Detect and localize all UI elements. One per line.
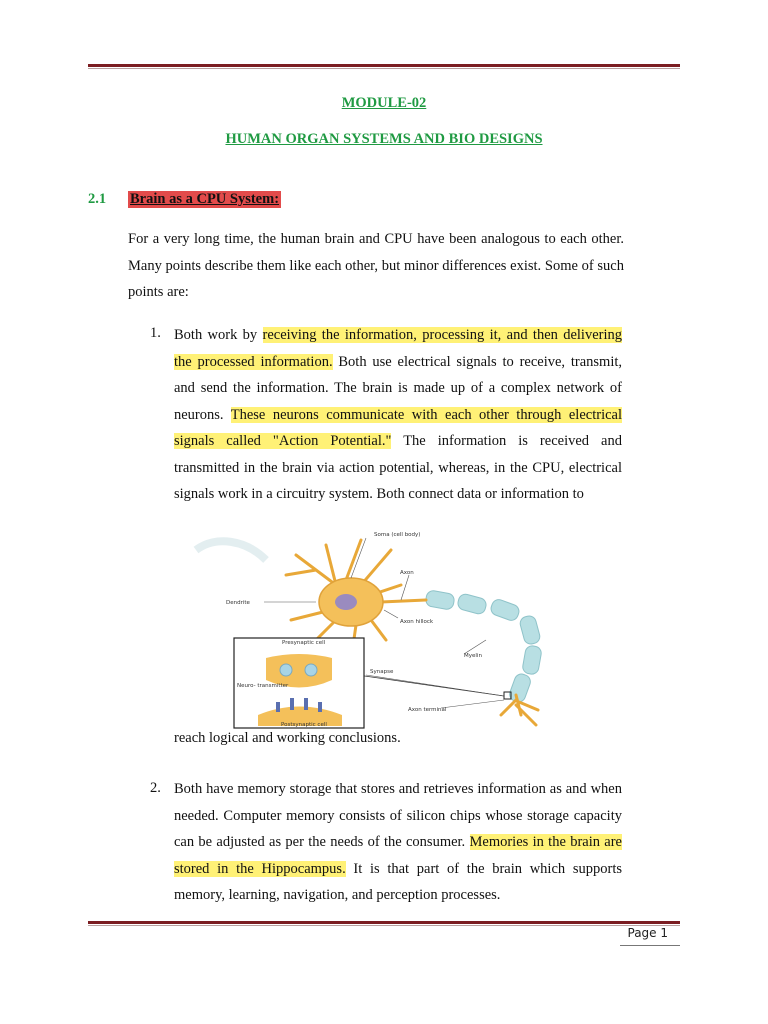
list-number-1: 1. <box>150 325 161 341</box>
list-item-1: Both work by receiving the information, processing it, and then delivering the processed information. Both use electrical signals to receive, transmit, and send the information. The brain is made up of a complex network of neurons. These neurons communicate with each other through electrical signals called "Action Potential." The information is received and transmitted in the brain via action potential, whereas, in the CPU, electrical signals work in a circuitry system. Both connect data or information to <box>174 327 623 502</box>
label-dendrite: Dendrite <box>226 600 250 606</box>
list-number-2: 2. <box>150 780 161 796</box>
label-soma: Soma (cell body) <box>374 532 421 538</box>
highlight-text: receiving the information, processing it, and then delivering the processed information. <box>174 327 623 370</box>
list-item-1-continuation: reach logical and working conclusions. <box>174 730 401 746</box>
highlight-text: Memories in the brain are stored in the Hippocampus. <box>174 834 622 877</box>
label-synapse: Synapse <box>370 669 394 675</box>
label-neurotransmitter: Neuro- transmitter <box>237 683 289 689</box>
label-presynaptic: Presynaptic cell <box>282 640 326 646</box>
highlight-text: These neurons communicate with each other through electrical signals called "Action Potential." <box>174 406 622 449</box>
neuron-diagram <box>186 530 581 730</box>
list-item-2: Both have memory storage that stores and retrieves information as and when needed. Computer memory consists of silicon chips whose storage capacity can be adjusted as per the needs of the consumer. Memories in the brain are stored in the Hippocampus. It is that part of the brain which supports memory, learning, navigation, and perception processes. <box>174 781 622 903</box>
bottom-rule <box>88 921 680 926</box>
label-myelin: Myelin <box>464 653 482 659</box>
section-number: 2.1 <box>88 191 107 207</box>
label-axon: Axon <box>400 570 414 576</box>
page-number: Page 1 <box>627 926 668 940</box>
module-subtitle: HUMAN ORGAN SYSTEMS AND BIO DESIGNS <box>225 131 543 147</box>
section-title: Brain as a CPU System: <box>130 191 280 207</box>
label-axon-terminal: Axon terminal <box>408 707 447 713</box>
label-postsynaptic: Postsynaptic cell <box>281 722 327 728</box>
module-title: MODULE-02 <box>341 95 427 111</box>
intro-paragraph: For a very long time, the human brain and CPU have been analogous to each other. Many points describe them like each other, but minor differences exist. Some of such points are: <box>128 231 624 300</box>
label-axon-hillock: Axon hillock <box>400 619 434 625</box>
top-rule <box>88 64 680 69</box>
page-number-underline <box>620 945 680 946</box>
